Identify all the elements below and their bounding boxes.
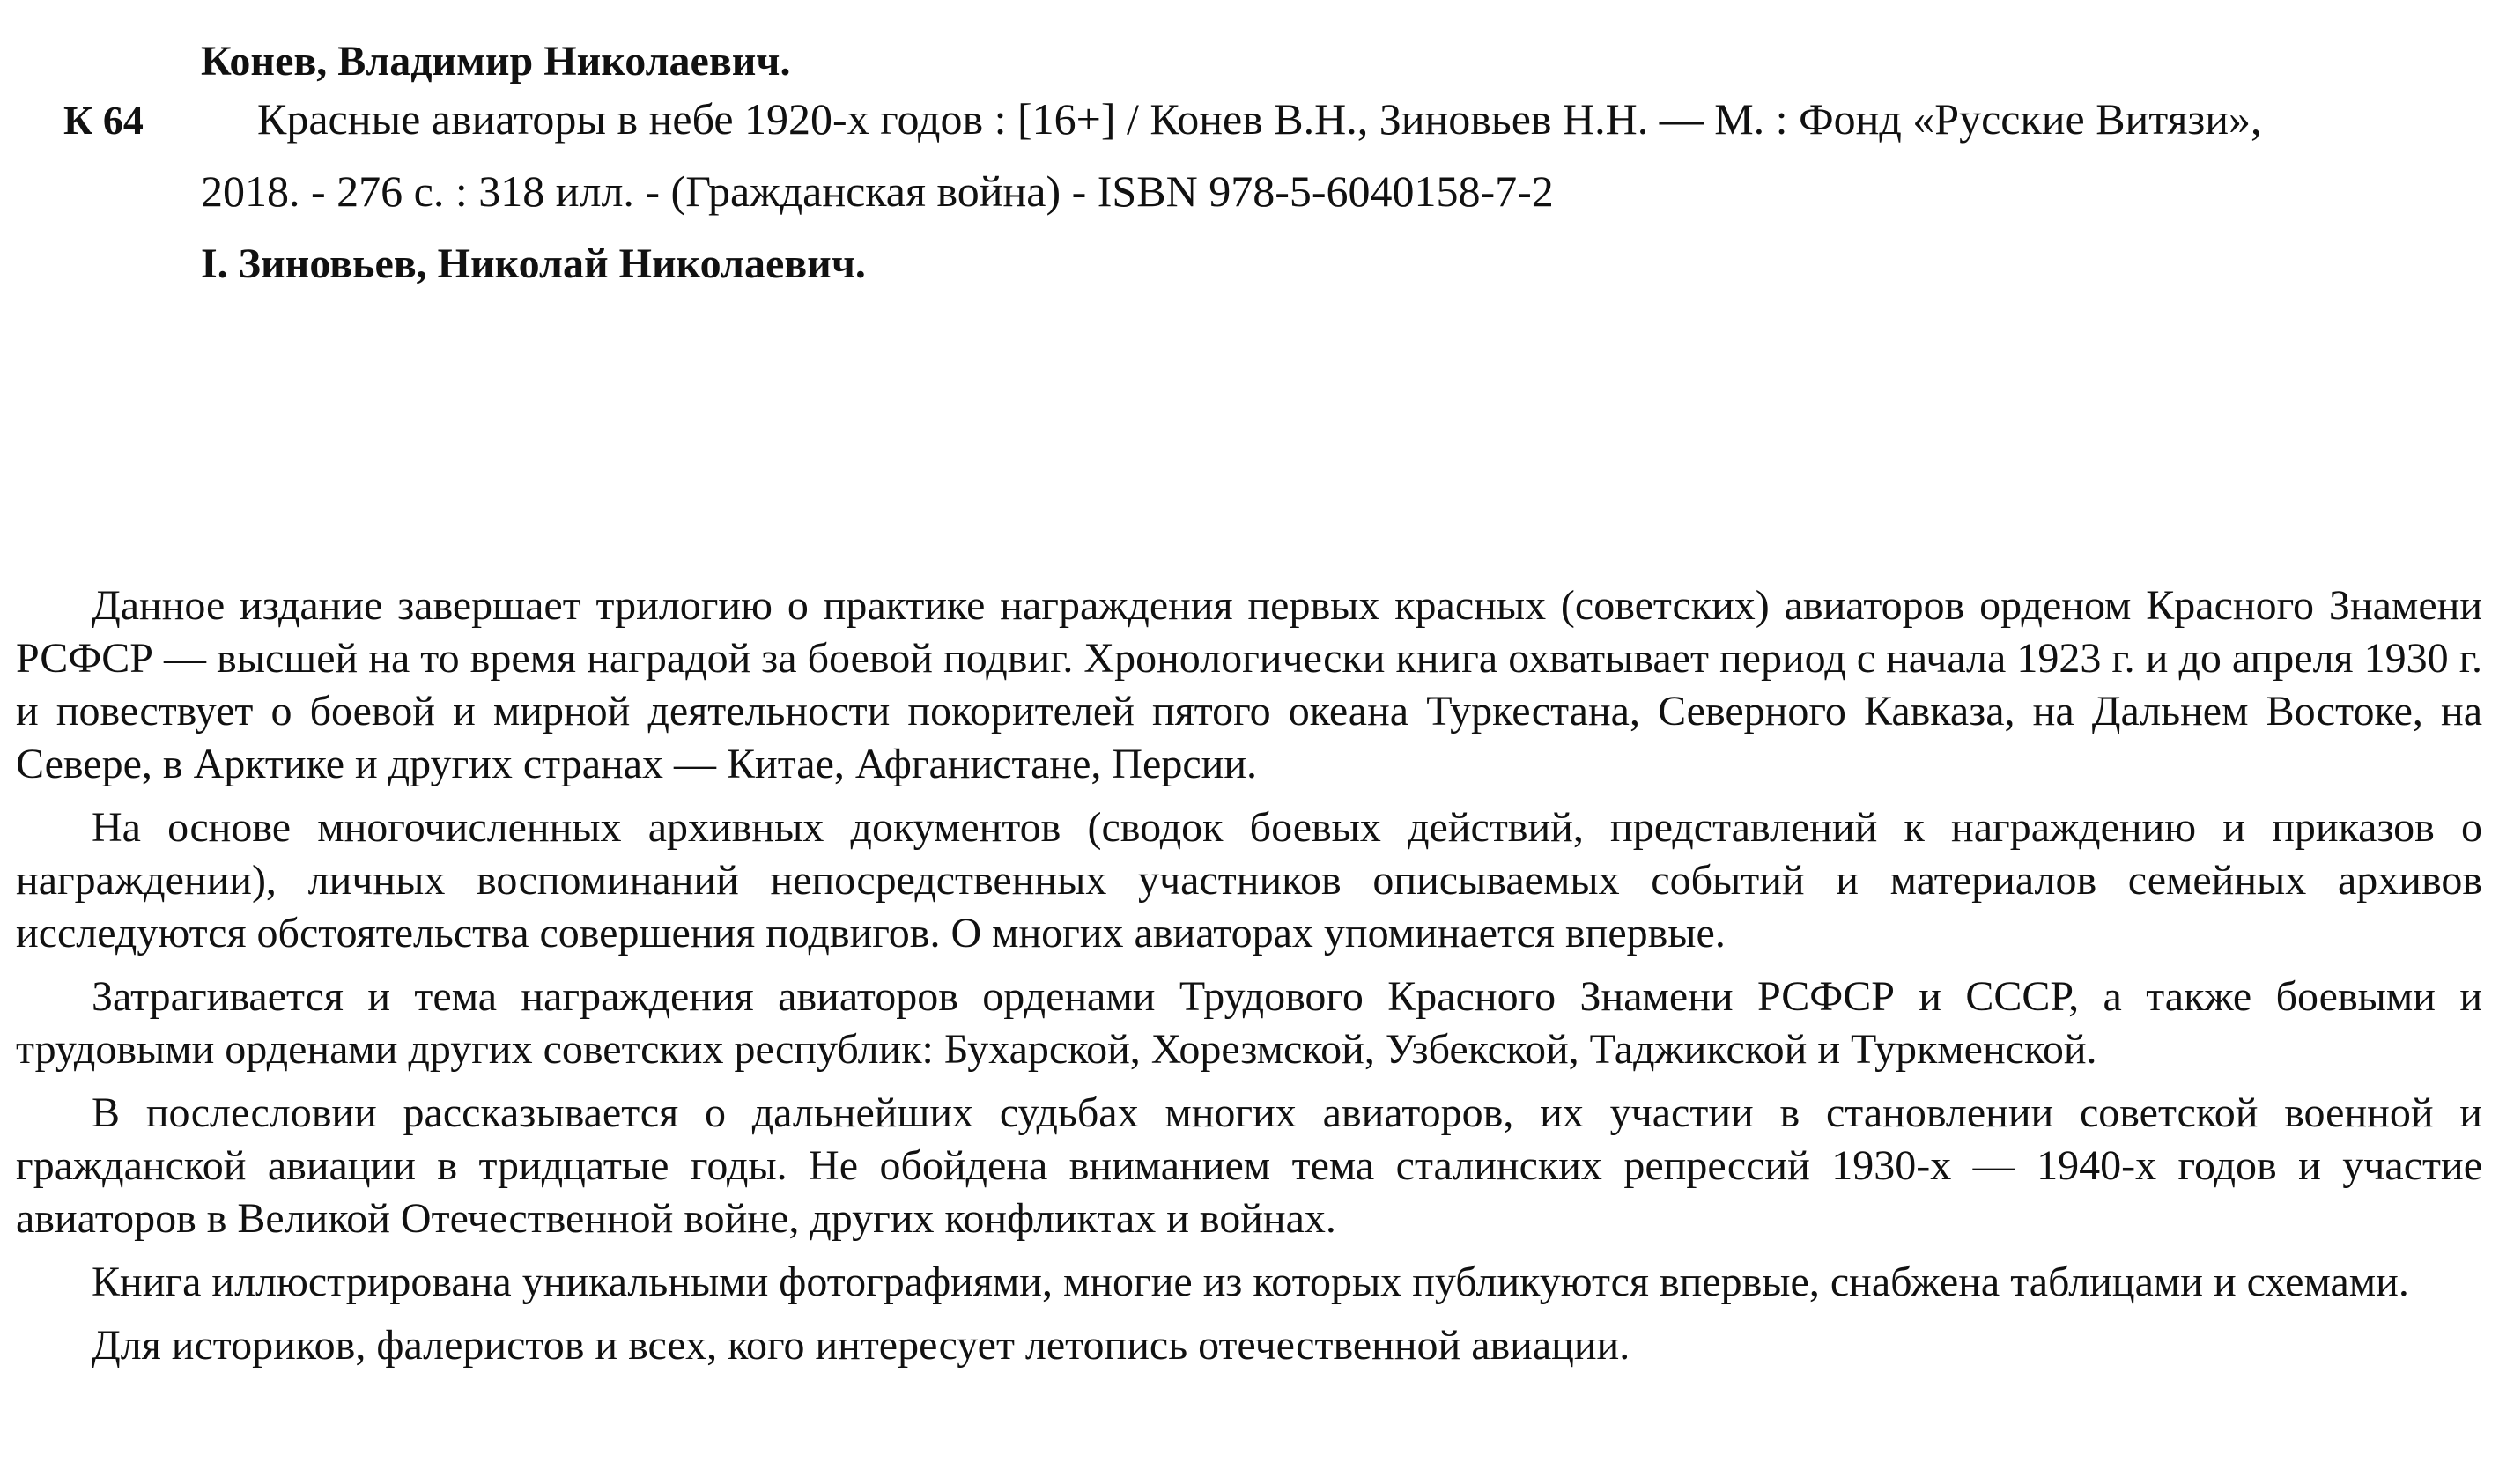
author-heading: Конев, Владимир Николаевич. (201, 38, 791, 85)
annotation-paragraph: В послесловии рассказывается о дальнейших судьбах многих авиаторов, их участии в становлении советской военной и гражданской авиации в тридцатые годы. Не обойдена вниманием тема сталинских репрессий 1930-х — 1940-х годов и участие авиаторов в Великой Отечественной войне, других конфликтах и войнах. (16, 1089, 2482, 1242)
class-code: К 64 (63, 98, 144, 143)
coauthor-entry: I. Зиновьев, Николай Николаевич. (201, 240, 866, 287)
annotation-paragraph: Для историков, фалеристов и всех, кого интересует летопись отечественной авиации. (92, 1322, 1630, 1369)
annotation (16, 580, 2482, 1383)
annotation-paragraph: Книга иллюстрирована уникальными фотографиями, многие из которых публикуются впервые, снабжена таблицами и схемами. (92, 1259, 2409, 1305)
annotation-paragraph: Данное издание завершает трилогию о практике награждения первых красных (советских) авиаторов орденом Красного Знамени РСФСР — высшей на то время наградой за боевой подвиг. Хронологически книга охватывает период с начала 1923 г. и до апреля 1930 г. и повествует о боевой и мирной деятельности покорителей пятого океана Туркестана, Северного Кавказа, на Дальнем Востоке, на Севере, в Арктике и других странах — Китае, Афганистане, Персии. (16, 582, 2482, 787)
annotation-paragraph: На основе многочисленных архивных документов (сводок боевых действий, представлений к награждению и приказов о награждении), личных воспоминаний непосредственных участников описываемых событий и материалов семейных архивов исследуются обстоятельства совершения подвигов. О многих авиаторах упоминается впервые. (16, 804, 2482, 956)
annotation-paragraph: Затрагивается и тема награждения авиаторов орденами Трудового Красного Знамени РСФСР и СССР, а также боевыми и трудовыми орденами других советских республик: Бухарской, Хорезмской, Узбекской, Таджикской и Туркменской. (16, 973, 2482, 1073)
bibliographic-record: Красные авиаторы в небе 1920-х годов : [16+] / Конев В.Н., Зиновьев Н.Н. — М. : Фонд «Русские Витязи», 2018. - 276 с. : 318 илл. - (Гражданская война) - ISBN 978-5-6040158-7-2 (201, 94, 2262, 216)
